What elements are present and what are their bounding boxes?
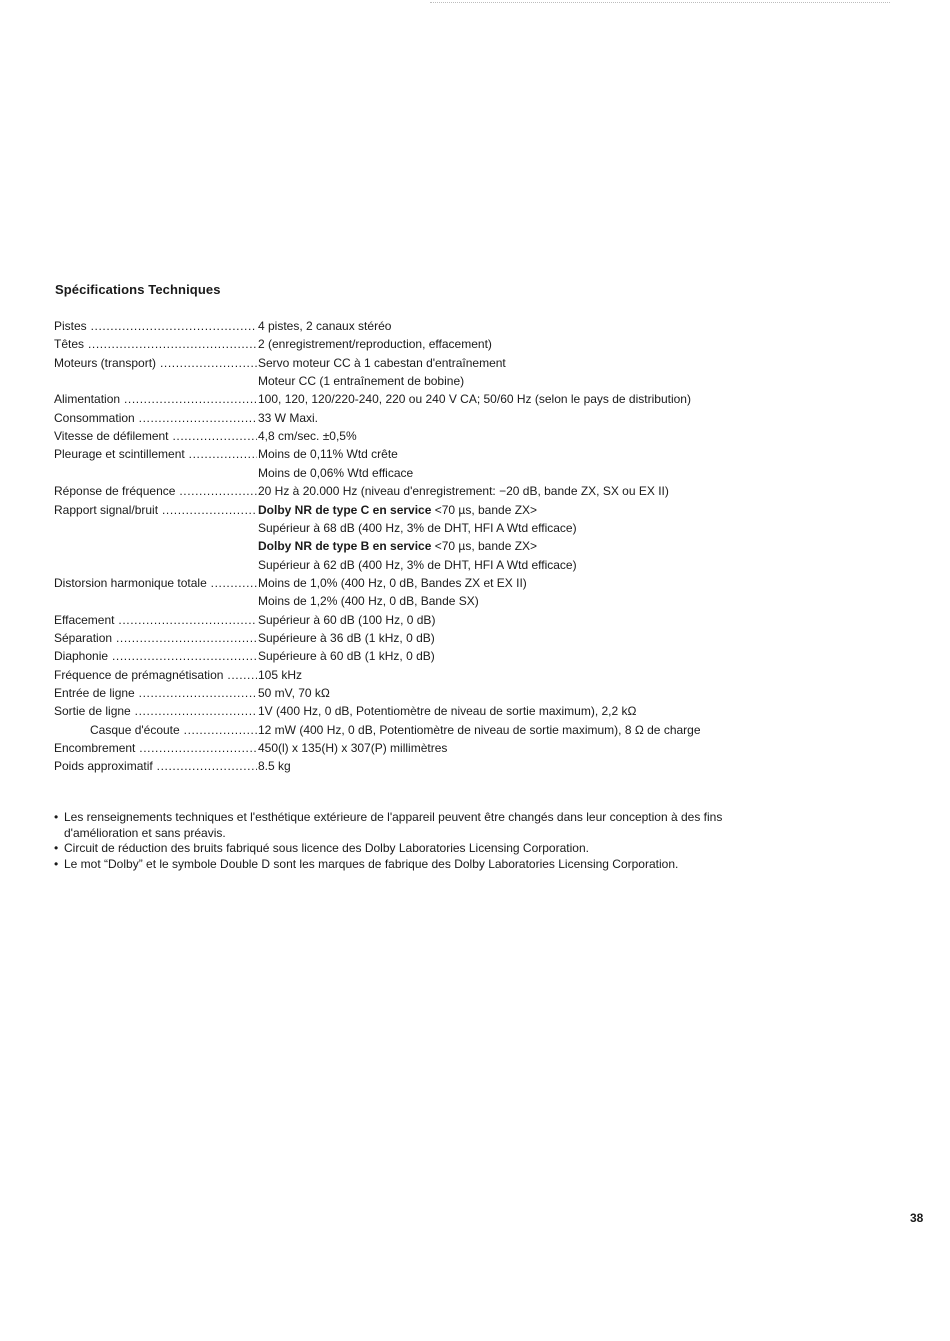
spec-label: Moteurs (transport) ..... [54,354,257,372]
spec-value [258,537,537,555]
spec-row [0,721,950,739]
spec-label: Encombrement ..... [54,739,257,757]
spec-row [0,592,950,610]
top-edge-rule [430,2,890,3]
spec-row [0,647,950,665]
spec-value-text: <70 µs, bande ZX> [431,539,538,554]
page-number: 38 [910,1211,924,1225]
spec-value: Supérieur à 60 dB (100 Hz, 0 dB) [258,612,436,627]
spec-label: Entrée de ligne ..... [54,684,257,702]
spec-label: Fréquence de prémagnétisation ..... [54,666,257,684]
spec-value: 450(l) x 135(H) x 307(P) millimètres [258,741,448,756]
spec-value: 50 mV, 70 kΩ [258,686,330,700]
spec-value: Moins de 1,0% (400 Hz, 0 dB, Bandes ZX et EX II) [258,575,527,590]
note-item: • Le mot “Dolby” et le symbole Double D sont les marques de fabrique des Dolby Laboratories Licensing Corporation. [54,857,794,873]
spec-label: Diaphonie ..... [54,647,257,665]
spec-value: Servo moteur CC à 1 cabestan d'entraînement [258,355,506,370]
spec-value-bold: Dolby NR de type B en service [258,539,432,554]
note-item: • Les renseignements techniques et l'esthétique extérieure de l'appareil peuvent être changés dans leur conception à des fins d'amélioration et sans préavis. [54,810,794,841]
spec-row [0,739,950,757]
spec-value: 105 kHz [258,667,303,682]
spec-row [0,335,950,353]
spec-value: 4,8 cm/sec. ±0,5% [258,429,357,444]
spec-label: Séparation ..... [54,629,257,647]
notes-list [54,810,794,872]
spec-row [0,611,950,629]
spec-label: Effacement ..... [54,611,257,629]
spec-row [0,501,950,519]
spec-row [0,519,950,537]
spec-label: Casque d'écoute ..... [90,721,257,739]
spec-label: Vitesse de défilement ..... [54,427,257,445]
spec-row [0,409,950,427]
spec-row [0,684,950,702]
spec-row [0,757,950,775]
spec-row [0,556,950,574]
spec-row [0,537,950,555]
spec-row [0,629,950,647]
spec-row [0,666,950,684]
spec-value: Moins de 0,11% Wtd crête [258,447,398,462]
spec-row [0,427,950,445]
spec-label: Distorsion harmonique totale ..... [54,574,257,592]
spec-label: Pleurage et scintillement ..... [54,445,257,463]
spec-row [0,482,950,500]
spec-value: Supérieur à 68 dB (400 Hz, 3% de DHT, HFI A Wtd efficace) [258,520,577,535]
spec-value: 12 mW (400 Hz, 0 dB, Potentiomètre de niveau de sortie maximum), 8 Ω de charge [258,722,701,737]
spec-row [0,354,950,372]
spec-label: Rapport signal/bruit ..... [54,501,257,519]
spec-value: 1V (400 Hz, 0 dB, Potentiomètre de niveau de sortie maximum), 2,2 kΩ [258,704,637,719]
spec-value: Moins de 0,06% Wtd efficace [258,465,414,480]
spec-value: Supérieur à 62 dB (400 Hz, 3% de DHT, HFI A Wtd efficace) [258,557,577,572]
spec-value: 33 W Maxi. [258,410,319,425]
spec-label: Pistes ..... [54,317,257,335]
spec-value-bold: Dolby NR de type C en service [258,502,432,517]
spec-label: Sortie de ligne ..... [54,702,257,720]
spec-label: Poids approximatif ..... [54,757,257,775]
spec-value: 20 Hz à 20.000 Hz (niveau d'enregistrement: −20 dB, bande ZX, SX ou EX II) [258,484,669,499]
spec-row [0,574,950,592]
spec-value: Supérieure à 60 dB (1 kHz, 0 dB) [258,649,435,664]
spec-value: Moteur CC (1 entraînement de bobine) [258,374,465,389]
spec-label: Alimentation ..... [54,390,257,408]
spec-value [258,501,537,519]
spec-value: 4 pistes, 2 canaux stéréo [258,319,392,333]
spec-value: Moins de 1,2% (400 Hz, 0 dB, Bande SX) [258,594,479,609]
spec-value: 8.5 kg [258,759,291,774]
spec-value: 100, 120, 120/220-240, 220 ou 240 V CA; 50/60 Hz (selon le pays de distribution) [258,392,691,407]
spec-value-text: <70 µs, bande ZX> [431,502,538,517]
spec-row [0,445,950,463]
spec-row [0,317,950,335]
page-title: Spécifications Techniques [55,282,221,297]
note-item: • Circuit de réduction des bruits fabriqué sous licence des Dolby Laboratories Licensing Corporation. [54,841,794,857]
spec-row [0,390,950,408]
spec-label: Têtes ..... [54,335,257,353]
spec-value: Supérieure à 36 dB (1 kHz, 0 dB) [258,630,435,645]
spec-row [0,702,950,720]
spec-row [0,464,950,482]
spec-value: 2 (enregistrement/reproduction, effacement) [258,337,492,352]
spec-label: Réponse de fréquence ..... [54,482,257,500]
spec-row [0,372,950,390]
spec-label: Consommation ..... [54,409,257,427]
